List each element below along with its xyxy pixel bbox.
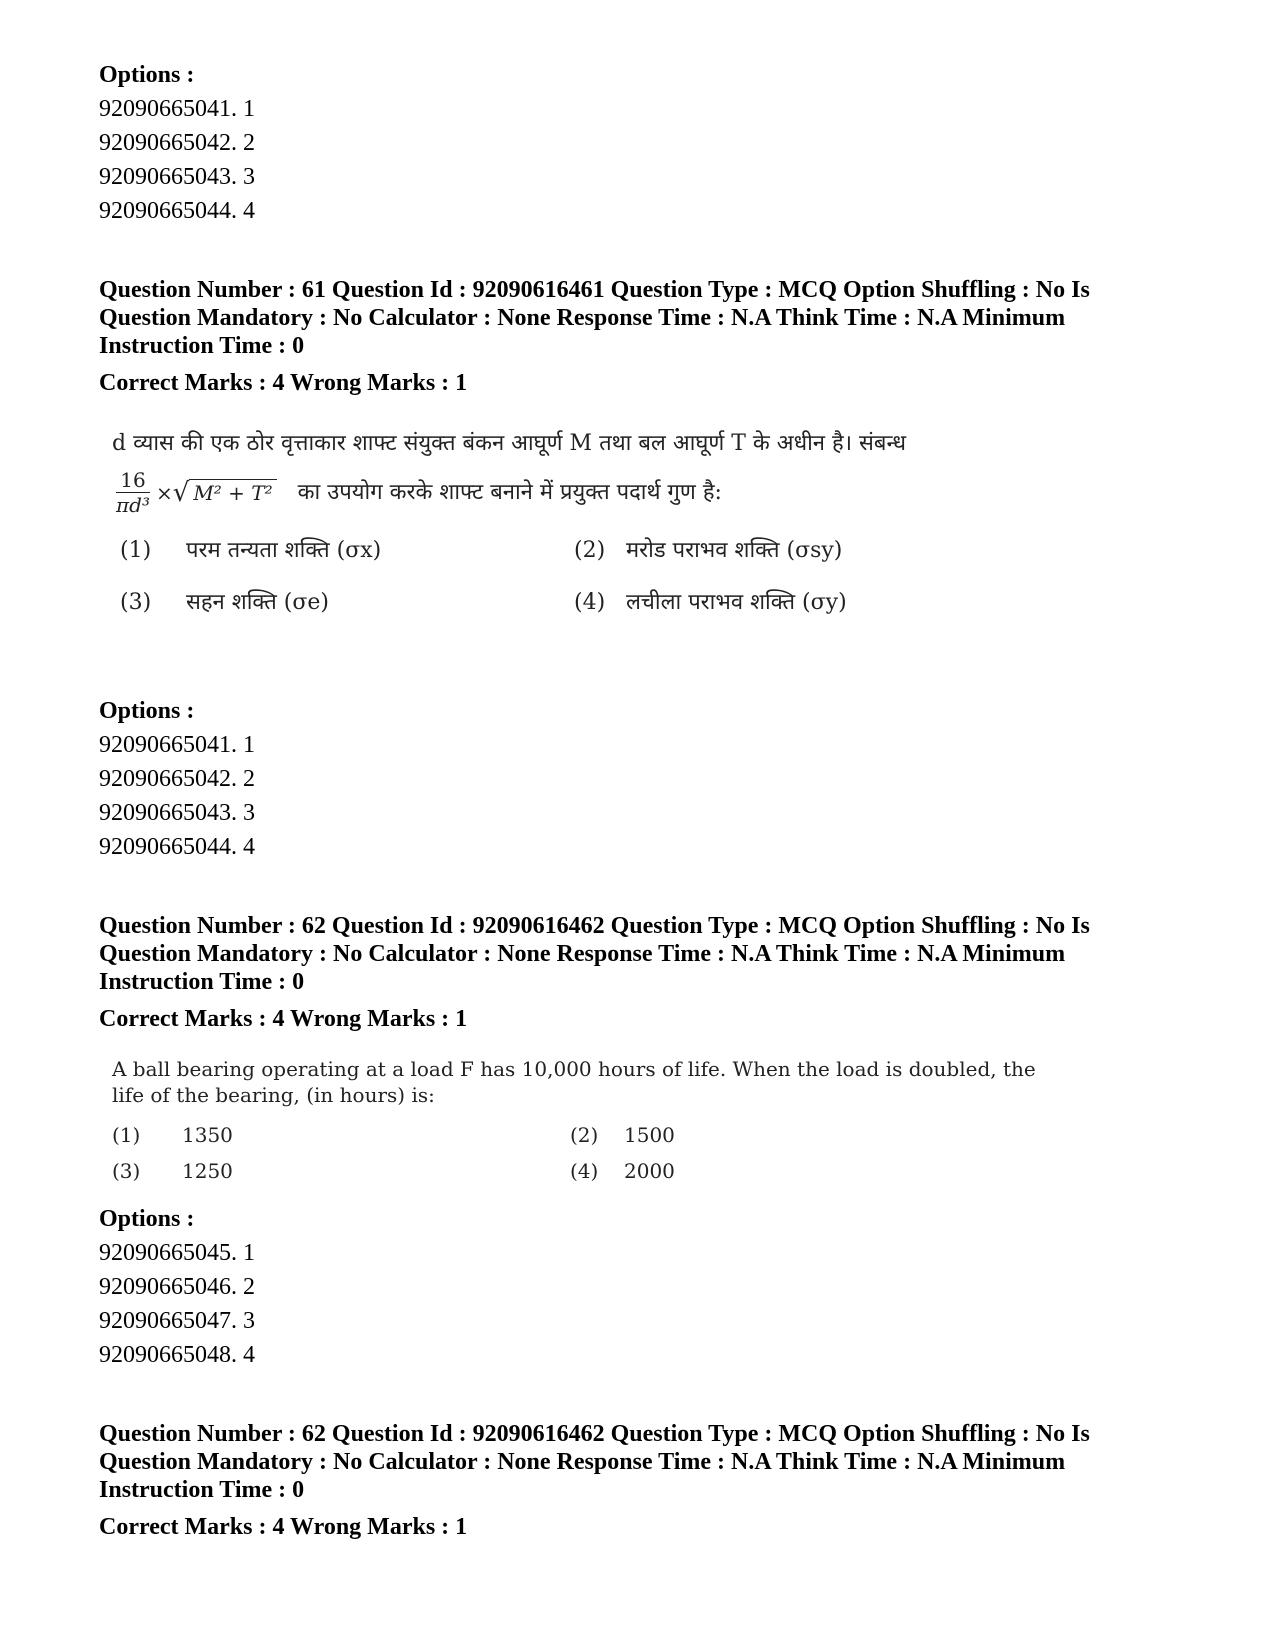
choice-text: 2000 — [624, 1159, 675, 1183]
fraction — [112, 468, 154, 517]
options-block-q61 — [99, 694, 1199, 864]
choice-grid — [112, 531, 1062, 641]
choice-1 — [120, 531, 381, 571]
options-label: Options : — [99, 62, 195, 88]
question-marks: Correct Marks : 4 Wrong Marks : 1 — [99, 370, 468, 396]
question-text-line: d व्यास की एक ठोर वृत्ताकार शाफ्ट संयुक्त बंकन आघूर्ण M तथा बल आघूर्ण T के अधीन है। संबन्ध — [112, 431, 907, 456]
question-61-body — [112, 424, 1062, 641]
options-label: Options : — [99, 1206, 195, 1232]
question-meta-line: Instruction Time : 0 — [99, 333, 305, 359]
question-62-header-repeat — [99, 1420, 1199, 1544]
choice-text: परम तन्यता शक्ति (σx) — [186, 538, 382, 563]
question-text-line: का उपयोग करके शाफ्ट बनाने में प्रयुक्त पदार्थ गुण है: — [297, 479, 722, 505]
question-meta-line: Question Number : 62 Question Id : 92090616462 Question Type : MCQ Option Shuffling : No Is — [99, 913, 1090, 939]
choice-text: लचीला पराभव शक्ति (σy) — [626, 590, 847, 615]
choice-number: (3) — [112, 1159, 141, 1183]
choice-text: मरोड पराभव शक्ति (σsy) — [626, 538, 843, 563]
question-meta-line: Question Mandatory : No Calculator : None Response Time : N.A Think Time : N.A Minimum — [99, 1449, 1066, 1475]
choice-number: (3) — [120, 590, 152, 615]
question-62-header — [99, 912, 1199, 1036]
choice-grid — [112, 1122, 1062, 1202]
choice-text: 1350 — [182, 1123, 233, 1147]
choice-number: (1) — [120, 538, 152, 563]
radical-sign: √ — [172, 477, 190, 508]
question-61-header — [99, 276, 1199, 400]
choice-number: (2) — [574, 538, 606, 563]
option-line: 92090665043. 3 — [99, 164, 255, 190]
option-line: 92090665041. 1 — [99, 96, 255, 122]
option-line: 92090665047. 3 — [99, 1308, 255, 1334]
formula — [112, 468, 277, 517]
options-label: Options : — [99, 698, 195, 724]
option-line: 92090665044. 4 — [99, 198, 255, 224]
fraction-numerator: 16 — [116, 468, 149, 493]
option-line: 92090665042. 2 — [99, 766, 255, 792]
question-meta-line: Instruction Time : 0 — [99, 969, 305, 995]
question-62-body — [112, 1056, 1062, 1202]
choice-number: (1) — [112, 1123, 141, 1147]
choice-3 — [120, 583, 329, 623]
option-line: 92090665041. 1 — [99, 732, 255, 758]
choice-2 — [574, 531, 842, 571]
options-block-top — [99, 58, 1199, 228]
fraction-denominator: πd³ — [116, 493, 150, 517]
question-text-line: A ball bearing operating at a load F has 10,000 hours of life. When the load is doubled, the — [112, 1057, 1036, 1081]
choice-number: (4) — [574, 590, 606, 615]
choice-3 — [112, 1158, 233, 1184]
choice-2 — [570, 1122, 675, 1148]
choice-text: 1500 — [624, 1123, 675, 1147]
choice-number: (2) — [570, 1123, 599, 1147]
options-block-q62 — [99, 1202, 1199, 1372]
question-meta-line: Instruction Time : 0 — [99, 1477, 305, 1503]
question-meta-line: Question Number : 61 Question Id : 92090616461 Question Type : MCQ Option Shuffling : No Is — [99, 277, 1090, 303]
times-sign: × — [155, 480, 173, 505]
radicand: M² + T² — [189, 479, 276, 507]
square-root — [173, 479, 277, 507]
question-meta-line: Question Mandatory : No Calculator : None Response Time : N.A Think Time : N.A Minimum — [99, 305, 1066, 331]
choice-4 — [574, 583, 847, 623]
question-meta-line: Question Mandatory : No Calculator : None Response Time : N.A Think Time : N.A Minimum — [99, 941, 1066, 967]
option-line: 92090665045. 1 — [99, 1240, 255, 1266]
choice-text: 1250 — [182, 1159, 233, 1183]
choice-text: सहन शक्ति (σe) — [186, 590, 329, 615]
question-marks: Correct Marks : 4 Wrong Marks : 1 — [99, 1514, 468, 1540]
question-marks: Correct Marks : 4 Wrong Marks : 1 — [99, 1006, 468, 1032]
choice-4 — [570, 1158, 675, 1184]
option-line: 92090665043. 3 — [99, 800, 255, 826]
option-line: 92090665046. 2 — [99, 1274, 255, 1300]
question-meta-line: Question Number : 62 Question Id : 92090616462 Question Type : MCQ Option Shuffling : No Is — [99, 1421, 1090, 1447]
option-line: 92090665042. 2 — [99, 130, 255, 156]
choice-number: (4) — [570, 1159, 599, 1183]
option-line: 92090665044. 4 — [99, 834, 255, 860]
choice-1 — [112, 1122, 233, 1148]
question-text-line: life of the bearing, (in hours) is: — [112, 1083, 435, 1107]
option-line: 92090665048. 4 — [99, 1342, 255, 1368]
question-formula-line — [112, 468, 1062, 517]
